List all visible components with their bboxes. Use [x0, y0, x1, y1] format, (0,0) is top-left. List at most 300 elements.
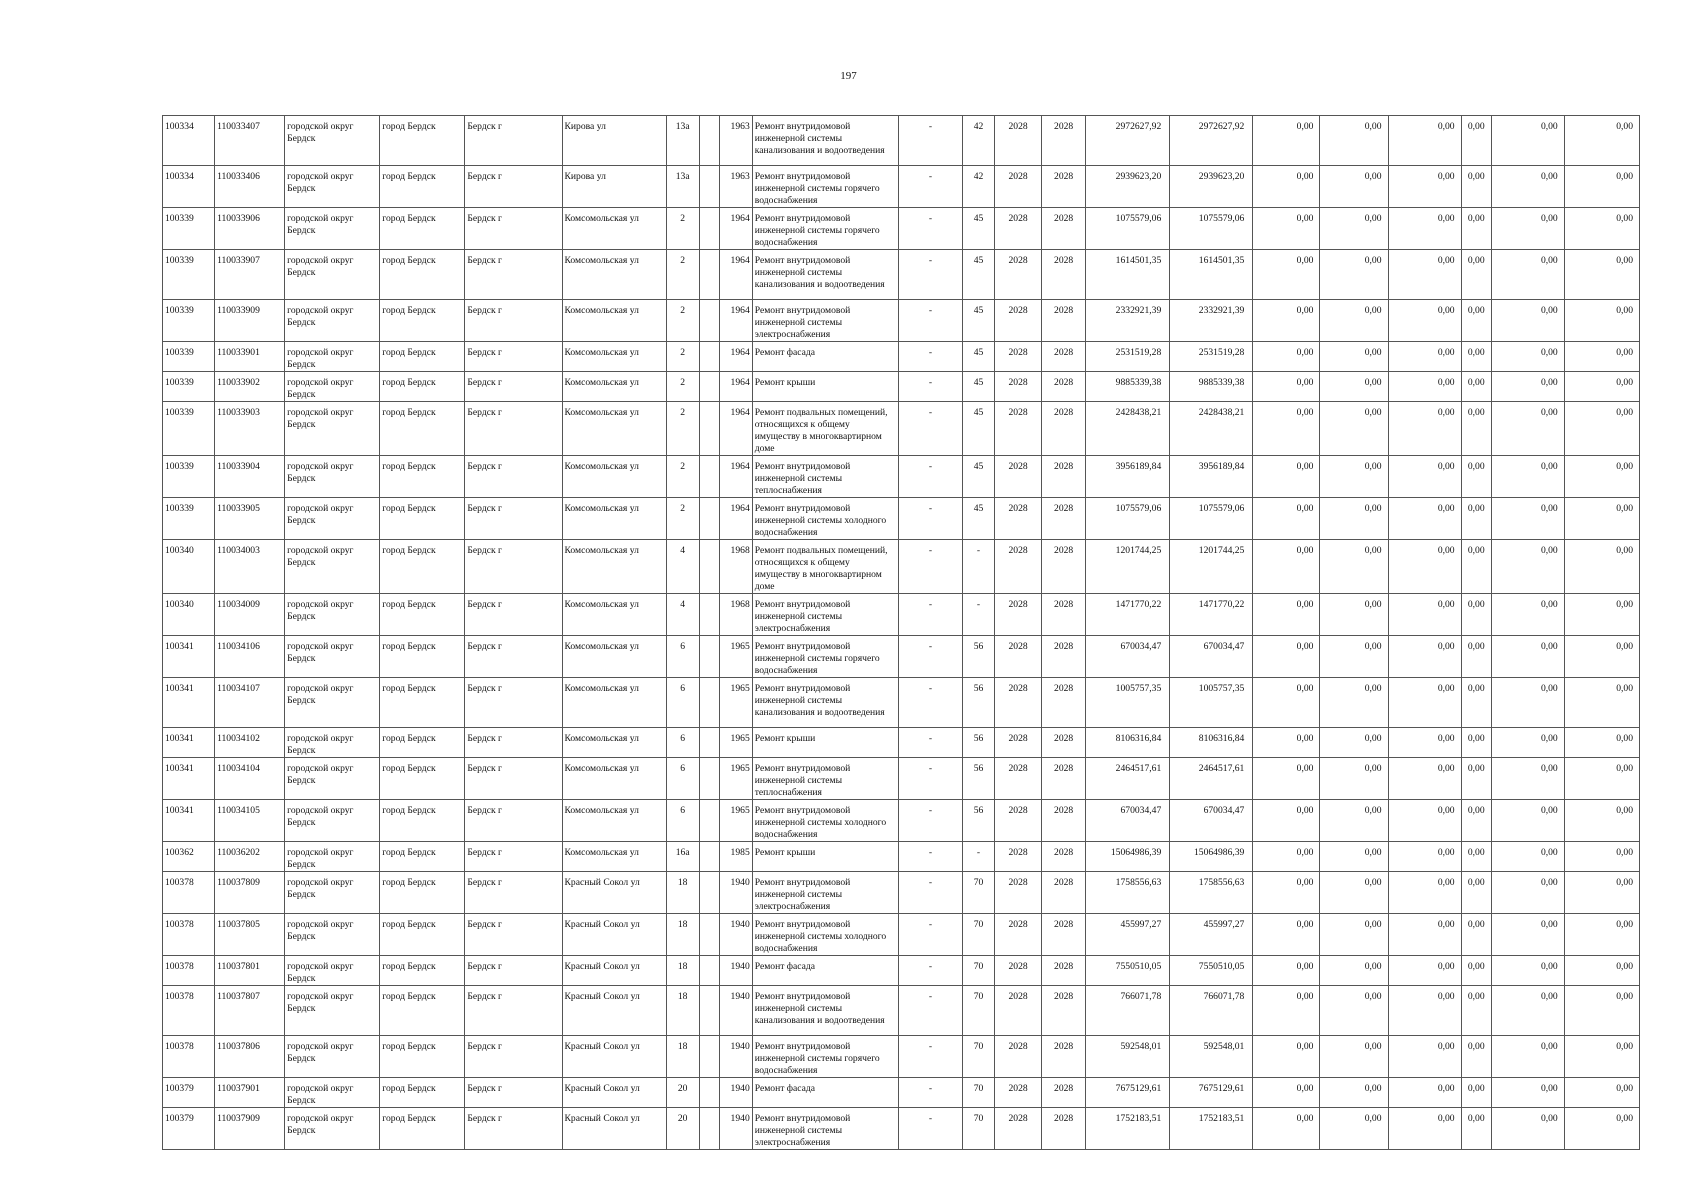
cell-work-type: Ремонт внутридомовой инженерной системы электроснабжения	[752, 872, 898, 914]
cell-work-type: Ремонт внутридомовой инженерной системы канализования и водоотведения	[752, 986, 898, 1036]
cell-cell-dash: -	[898, 842, 962, 872]
cell-settlement: город Бердск	[380, 956, 465, 986]
cell-municipal-district: городской округ Бердск	[285, 1036, 380, 1078]
cell-year-end: 2028	[1042, 1036, 1086, 1078]
cell-cell-dash: -	[898, 1036, 962, 1078]
cell-house-id: 100339	[163, 372, 215, 402]
cell-amount-6: 0,00	[1564, 402, 1639, 456]
cell-settlement: город Бердск	[380, 498, 465, 540]
cell-amount-2: 0,00	[1320, 956, 1388, 986]
cell-amount-3: 0,00	[1388, 914, 1461, 956]
cell-cell-dash: -	[898, 914, 962, 956]
cell-year-built: 1964	[719, 402, 752, 456]
cell-cost-fund: 1201744,25	[1170, 540, 1253, 594]
cell-cost-fund: 2972627,92	[1170, 116, 1253, 166]
cell-cost-total: 7550510,05	[1086, 956, 1170, 986]
cell-house-id: 100339	[163, 300, 215, 342]
cell-work-type: Ремонт подвальных помещений, относящихся к общему имуществу в многоквартирном доме	[752, 540, 898, 594]
cell-amount-6: 0,00	[1564, 986, 1639, 1036]
cell-municipal-district: городской округ Бердск	[285, 636, 380, 678]
cell-house-id: 100334	[163, 116, 215, 166]
cell-amount-1: 0,00	[1253, 1078, 1320, 1108]
table-row	[163, 800, 1640, 842]
cell-amount-5: 0,00	[1491, 758, 1564, 800]
cell-locality: Бердск г	[465, 540, 562, 594]
cell-cost-total: 1752183,51	[1086, 1108, 1170, 1150]
cell-year-start: 2028	[995, 540, 1042, 594]
cell-cost-total: 592548,01	[1086, 1036, 1170, 1078]
cell-cost-total: 1758556,63	[1086, 872, 1170, 914]
cell-house-number: 6	[666, 678, 699, 728]
cell-amount-1: 0,00	[1253, 842, 1320, 872]
cell-amount-2: 0,00	[1320, 1036, 1388, 1078]
cell-amount-2: 0,00	[1320, 758, 1388, 800]
cell-wear-percent: 70	[963, 1108, 995, 1150]
cell-cost-fund: 1471770,22	[1170, 594, 1253, 636]
table-row	[163, 1078, 1640, 1108]
table-row	[163, 166, 1640, 208]
cell-amount-4: 0,00	[1461, 594, 1491, 636]
cell-street: Комсомольская ул	[562, 800, 666, 842]
cell-year-built: 1965	[719, 636, 752, 678]
cell-cost-total: 2464517,61	[1086, 758, 1170, 800]
cell-work-id: 110033406	[215, 166, 285, 208]
cell-cell-dash: -	[898, 456, 962, 498]
cell-work-type: Ремонт внутридомовой инженерной системы горячего водоснабжения	[752, 166, 898, 208]
cell-building	[699, 1078, 719, 1108]
cell-amount-6: 0,00	[1564, 678, 1639, 728]
cell-wear-percent: 45	[963, 342, 995, 372]
cell-cost-fund: 1758556,63	[1170, 872, 1253, 914]
cell-wear-percent: 70	[963, 914, 995, 956]
cell-work-type: Ремонт внутридомовой инженерной системы канализования и водоотведения	[752, 678, 898, 728]
cell-amount-2: 0,00	[1320, 116, 1388, 166]
cell-locality: Бердск г	[465, 594, 562, 636]
cell-work-id: 110034105	[215, 800, 285, 842]
cell-cost-fund: 7675129,61	[1170, 1078, 1253, 1108]
capital-repair-table	[162, 115, 1640, 1150]
cell-work-id: 110037805	[215, 914, 285, 956]
cell-year-built: 1964	[719, 208, 752, 250]
cell-amount-6: 0,00	[1564, 1078, 1639, 1108]
cell-amount-4: 0,00	[1461, 1036, 1491, 1078]
cell-cell-dash: -	[898, 758, 962, 800]
cell-amount-2: 0,00	[1320, 250, 1388, 300]
cell-amount-3: 0,00	[1388, 758, 1461, 800]
cell-amount-3: 0,00	[1388, 166, 1461, 208]
cell-cost-total: 2332921,39	[1086, 300, 1170, 342]
cell-wear-percent: 45	[963, 300, 995, 342]
cell-settlement: город Бердск	[380, 1036, 465, 1078]
cell-cost-fund: 1075579,06	[1170, 208, 1253, 250]
cell-house-id: 100378	[163, 986, 215, 1036]
cell-amount-2: 0,00	[1320, 166, 1388, 208]
cell-amount-1: 0,00	[1253, 342, 1320, 372]
cell-wear-percent: 45	[963, 402, 995, 456]
cell-year-start: 2028	[995, 166, 1042, 208]
cell-year-built: 1940	[719, 1036, 752, 1078]
cell-street: Красный Сокол ул	[562, 986, 666, 1036]
cell-house-id: 100341	[163, 636, 215, 678]
cell-cost-fund: 670034,47	[1170, 636, 1253, 678]
cell-house-number: 6	[666, 728, 699, 758]
table-row	[163, 956, 1640, 986]
cell-amount-6: 0,00	[1564, 498, 1639, 540]
cell-municipal-district: городской округ Бердск	[285, 372, 380, 402]
cell-amount-2: 0,00	[1320, 914, 1388, 956]
cell-year-built: 1964	[719, 300, 752, 342]
cell-year-end: 2028	[1042, 594, 1086, 636]
cell-amount-4: 0,00	[1461, 1078, 1491, 1108]
cell-year-start: 2028	[995, 678, 1042, 728]
cell-wear-percent: 56	[963, 800, 995, 842]
cell-year-start: 2028	[995, 914, 1042, 956]
cell-amount-1: 0,00	[1253, 372, 1320, 402]
cell-wear-percent: 56	[963, 636, 995, 678]
cell-year-built: 1985	[719, 842, 752, 872]
cell-amount-2: 0,00	[1320, 456, 1388, 498]
cell-street: Комсомольская ул	[562, 498, 666, 540]
cell-street: Красный Сокол ул	[562, 956, 666, 986]
cell-work-type: Ремонт внутридомовой инженерной системы электроснабжения	[752, 300, 898, 342]
cell-year-start: 2028	[995, 300, 1042, 342]
table-row	[163, 116, 1640, 166]
cell-amount-4: 0,00	[1461, 678, 1491, 728]
cell-house-id: 100341	[163, 800, 215, 842]
cell-cost-fund: 766071,78	[1170, 986, 1253, 1036]
cell-year-end: 2028	[1042, 1108, 1086, 1150]
cell-cost-total: 3956189,84	[1086, 456, 1170, 498]
cell-amount-4: 0,00	[1461, 986, 1491, 1036]
cell-house-number: 6	[666, 758, 699, 800]
cell-settlement: город Бердск	[380, 636, 465, 678]
cell-amount-5: 0,00	[1491, 342, 1564, 372]
cell-amount-3: 0,00	[1388, 250, 1461, 300]
cell-year-end: 2028	[1042, 872, 1086, 914]
cell-municipal-district: городской округ Бердск	[285, 540, 380, 594]
cell-house-number: 18	[666, 914, 699, 956]
cell-cost-fund: 670034,47	[1170, 800, 1253, 842]
cell-locality: Бердск г	[465, 1108, 562, 1150]
cell-house-number: 16а	[666, 842, 699, 872]
cell-house-id: 100339	[163, 342, 215, 372]
cell-municipal-district: городской округ Бердск	[285, 116, 380, 166]
table-row	[163, 728, 1640, 758]
cell-amount-3: 0,00	[1388, 342, 1461, 372]
cell-year-start: 2028	[995, 872, 1042, 914]
cell-wear-percent: 56	[963, 678, 995, 728]
cell-settlement: город Бердск	[380, 1078, 465, 1108]
cell-year-built: 1965	[719, 758, 752, 800]
cell-year-start: 2028	[995, 116, 1042, 166]
table-row	[163, 842, 1640, 872]
cell-street: Комсомольская ул	[562, 728, 666, 758]
cell-building	[699, 956, 719, 986]
cell-house-id: 100340	[163, 540, 215, 594]
cell-cell-dash: -	[898, 872, 962, 914]
cell-street: Кирова ул	[562, 116, 666, 166]
cell-amount-3: 0,00	[1388, 1108, 1461, 1150]
cell-amount-3: 0,00	[1388, 986, 1461, 1036]
cell-amount-5: 0,00	[1491, 208, 1564, 250]
cell-cost-fund: 1005757,35	[1170, 678, 1253, 728]
cell-year-start: 2028	[995, 1078, 1042, 1108]
cell-amount-4: 0,00	[1461, 842, 1491, 872]
cell-settlement: город Бердск	[380, 250, 465, 300]
cell-municipal-district: городской округ Бердск	[285, 872, 380, 914]
cell-amount-1: 0,00	[1253, 1108, 1320, 1150]
cell-building	[699, 166, 719, 208]
cell-street: Комсомольская ул	[562, 758, 666, 800]
cell-locality: Бердск г	[465, 456, 562, 498]
cell-building	[699, 1108, 719, 1150]
cell-house-id: 100339	[163, 498, 215, 540]
cell-work-id: 110034003	[215, 540, 285, 594]
cell-cost-fund: 2332921,39	[1170, 300, 1253, 342]
cell-wear-percent: 45	[963, 456, 995, 498]
cell-work-id: 110033904	[215, 456, 285, 498]
cell-amount-2: 0,00	[1320, 208, 1388, 250]
cell-house-number: 18	[666, 986, 699, 1036]
cell-settlement: город Бердск	[380, 540, 465, 594]
cell-amount-2: 0,00	[1320, 300, 1388, 342]
cell-work-id: 110033906	[215, 208, 285, 250]
cell-street: Комсомольская ул	[562, 208, 666, 250]
cell-amount-4: 0,00	[1461, 956, 1491, 986]
cell-street: Комсомольская ул	[562, 300, 666, 342]
cell-amount-1: 0,00	[1253, 636, 1320, 678]
cell-year-built: 1965	[719, 728, 752, 758]
cell-wear-percent: 42	[963, 116, 995, 166]
cell-settlement: город Бердск	[380, 456, 465, 498]
cell-house-id: 100341	[163, 678, 215, 728]
cell-house-number: 13а	[666, 166, 699, 208]
cell-amount-6: 0,00	[1564, 456, 1639, 498]
cell-amount-6: 0,00	[1564, 250, 1639, 300]
cell-work-id: 110033901	[215, 342, 285, 372]
table-row	[163, 1036, 1640, 1078]
cell-amount-2: 0,00	[1320, 872, 1388, 914]
cell-amount-1: 0,00	[1253, 540, 1320, 594]
cell-cost-total: 2531519,28	[1086, 342, 1170, 372]
cell-cell-dash: -	[898, 1108, 962, 1150]
cell-year-built: 1940	[719, 1108, 752, 1150]
cell-house-id: 100362	[163, 842, 215, 872]
cell-locality: Бердск г	[465, 758, 562, 800]
cell-building	[699, 914, 719, 956]
cell-cost-total: 1075579,06	[1086, 498, 1170, 540]
cell-work-id: 110034102	[215, 728, 285, 758]
cell-cost-fund: 2428438,21	[1170, 402, 1253, 456]
cell-locality: Бердск г	[465, 842, 562, 872]
cell-building	[699, 250, 719, 300]
cell-year-built: 1964	[719, 456, 752, 498]
cell-locality: Бердск г	[465, 1036, 562, 1078]
cell-amount-5: 0,00	[1491, 594, 1564, 636]
cell-year-start: 2028	[995, 1036, 1042, 1078]
cell-work-type: Ремонт внутридомовой инженерной системы канализования и водоотведения	[752, 250, 898, 300]
cell-cell-dash: -	[898, 116, 962, 166]
cell-locality: Бердск г	[465, 342, 562, 372]
table-row	[163, 758, 1640, 800]
cell-amount-3: 0,00	[1388, 728, 1461, 758]
cell-work-id: 110037801	[215, 956, 285, 986]
cell-amount-4: 0,00	[1461, 540, 1491, 594]
cell-year-built: 1968	[719, 540, 752, 594]
cell-year-end: 2028	[1042, 116, 1086, 166]
cell-street: Комсомольская ул	[562, 402, 666, 456]
cell-amount-1: 0,00	[1253, 300, 1320, 342]
cell-amount-2: 0,00	[1320, 594, 1388, 636]
cell-settlement: город Бердск	[380, 986, 465, 1036]
cell-cost-total: 7675129,61	[1086, 1078, 1170, 1108]
cell-amount-6: 0,00	[1564, 1108, 1639, 1150]
cell-year-end: 2028	[1042, 342, 1086, 372]
cell-wear-percent: -	[963, 540, 995, 594]
cell-wear-percent: 45	[963, 250, 995, 300]
cell-amount-3: 0,00	[1388, 300, 1461, 342]
cell-year-start: 2028	[995, 636, 1042, 678]
cell-amount-5: 0,00	[1491, 636, 1564, 678]
cell-amount-3: 0,00	[1388, 842, 1461, 872]
cell-street: Красный Сокол ул	[562, 914, 666, 956]
cell-amount-6: 0,00	[1564, 1036, 1639, 1078]
cell-work-id: 110033902	[215, 372, 285, 402]
cell-building	[699, 208, 719, 250]
cell-year-end: 2028	[1042, 402, 1086, 456]
cell-year-end: 2028	[1042, 250, 1086, 300]
cell-municipal-district: городской округ Бердск	[285, 342, 380, 372]
cell-building	[699, 116, 719, 166]
cell-municipal-district: городской округ Бердск	[285, 166, 380, 208]
table-row	[163, 678, 1640, 728]
cell-house-number: 20	[666, 1078, 699, 1108]
cell-work-type: Ремонт внутридомовой инженерной системы канализования и водоотведения	[752, 116, 898, 166]
cell-amount-6: 0,00	[1564, 208, 1639, 250]
table-row	[163, 342, 1640, 372]
cell-municipal-district: городской округ Бердск	[285, 498, 380, 540]
cell-year-start: 2028	[995, 594, 1042, 636]
cell-amount-3: 0,00	[1388, 1036, 1461, 1078]
cell-work-type: Ремонт внутридомовой инженерной системы теплоснабжения	[752, 758, 898, 800]
cell-year-end: 2028	[1042, 914, 1086, 956]
cell-amount-4: 0,00	[1461, 116, 1491, 166]
cell-amount-1: 0,00	[1253, 800, 1320, 842]
cell-building	[699, 456, 719, 498]
cell-street: Красный Сокол ул	[562, 1078, 666, 1108]
cell-building	[699, 728, 719, 758]
cell-work-id: 110034104	[215, 758, 285, 800]
cell-wear-percent: 70	[963, 872, 995, 914]
cell-year-start: 2028	[995, 250, 1042, 300]
cell-year-built: 1940	[719, 872, 752, 914]
cell-house-id: 100378	[163, 1036, 215, 1078]
cell-amount-3: 0,00	[1388, 208, 1461, 250]
cell-year-built: 1940	[719, 914, 752, 956]
cell-building	[699, 986, 719, 1036]
cell-locality: Бердск г	[465, 208, 562, 250]
cell-amount-6: 0,00	[1564, 166, 1639, 208]
cell-year-start: 2028	[995, 758, 1042, 800]
cell-amount-5: 0,00	[1491, 872, 1564, 914]
cell-year-start: 2028	[995, 456, 1042, 498]
cell-work-type: Ремонт внутридомовой инженерной системы горячего водоснабжения	[752, 208, 898, 250]
cell-year-start: 2028	[995, 842, 1042, 872]
cell-year-end: 2028	[1042, 986, 1086, 1036]
cell-house-id: 100339	[163, 456, 215, 498]
cell-locality: Бердск г	[465, 986, 562, 1036]
cell-house-id: 100339	[163, 208, 215, 250]
cell-work-id: 110033907	[215, 250, 285, 300]
cell-municipal-district: городской округ Бердск	[285, 914, 380, 956]
cell-municipal-district: городской округ Бердск	[285, 1078, 380, 1108]
table-row	[163, 300, 1640, 342]
cell-building	[699, 342, 719, 372]
table-row	[163, 456, 1640, 498]
cell-cost-fund: 8106316,84	[1170, 728, 1253, 758]
cell-amount-3: 0,00	[1388, 116, 1461, 166]
table-row	[163, 372, 1640, 402]
cell-amount-3: 0,00	[1388, 594, 1461, 636]
cell-building	[699, 758, 719, 800]
cell-year-start: 2028	[995, 728, 1042, 758]
table-row	[163, 986, 1640, 1036]
cell-year-end: 2028	[1042, 540, 1086, 594]
cell-cost-fund: 2531519,28	[1170, 342, 1253, 372]
cell-building	[699, 594, 719, 636]
cell-year-built: 1965	[719, 678, 752, 728]
cell-street: Комсомольская ул	[562, 540, 666, 594]
cell-house-id: 100379	[163, 1078, 215, 1108]
cell-wear-percent: 45	[963, 498, 995, 540]
cell-amount-3: 0,00	[1388, 372, 1461, 402]
cell-settlement: город Бердск	[380, 166, 465, 208]
cell-cost-total: 2972627,92	[1086, 116, 1170, 166]
cell-year-start: 2028	[995, 498, 1042, 540]
cell-amount-1: 0,00	[1253, 872, 1320, 914]
table-row	[163, 594, 1640, 636]
cell-amount-4: 0,00	[1461, 636, 1491, 678]
cell-cost-total: 1471770,22	[1086, 594, 1170, 636]
cell-year-end: 2028	[1042, 842, 1086, 872]
cell-amount-6: 0,00	[1564, 540, 1639, 594]
cell-amount-5: 0,00	[1491, 728, 1564, 758]
cell-municipal-district: городской округ Бердск	[285, 456, 380, 498]
cell-wear-percent: -	[963, 842, 995, 872]
cell-work-id: 110033909	[215, 300, 285, 342]
cell-work-type: Ремонт внутридомовой инженерной системы холодного водоснабжения	[752, 800, 898, 842]
cell-amount-5: 0,00	[1491, 300, 1564, 342]
cell-municipal-district: городской округ Бердск	[285, 956, 380, 986]
cell-settlement: город Бердск	[380, 914, 465, 956]
cell-settlement: город Бердск	[380, 678, 465, 728]
cell-work-id: 110037909	[215, 1108, 285, 1150]
cell-locality: Бердск г	[465, 728, 562, 758]
cell-year-start: 2028	[995, 800, 1042, 842]
cell-amount-2: 0,00	[1320, 728, 1388, 758]
cell-municipal-district: городской округ Бердск	[285, 1108, 380, 1150]
cell-work-type: Ремонт внутридомовой инженерной системы холодного водоснабжения	[752, 914, 898, 956]
cell-year-start: 2028	[995, 1108, 1042, 1150]
cell-house-number: 2	[666, 208, 699, 250]
cell-building	[699, 402, 719, 456]
cell-cost-total: 766071,78	[1086, 986, 1170, 1036]
cell-amount-6: 0,00	[1564, 758, 1639, 800]
cell-cost-fund: 2464517,61	[1170, 758, 1253, 800]
cell-amount-3: 0,00	[1388, 1078, 1461, 1108]
cell-wear-percent: 45	[963, 372, 995, 402]
cell-street: Красный Сокол ул	[562, 1108, 666, 1150]
